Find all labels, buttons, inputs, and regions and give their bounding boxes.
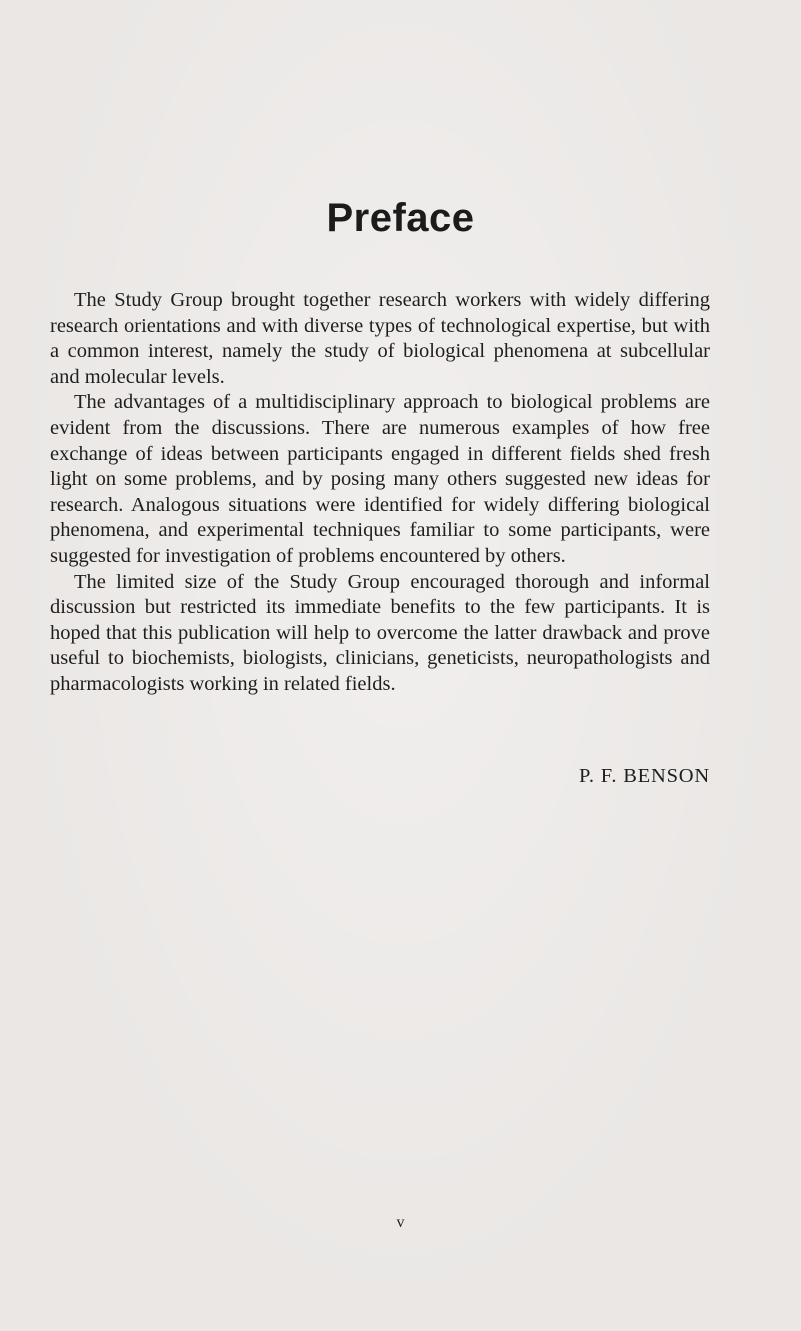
author-signature: P. F. BENSON xyxy=(579,765,710,787)
preface-body xyxy=(50,288,710,698)
paragraph: The Study Group brought together research workers with widely differing research orientations and with diverse types of technological expertise, but with a common interest, namely the study of biological phenomena at subcellular and molecular levels. xyxy=(50,289,710,388)
paragraph: The limited size of the Study Group encouraged thorough and informal discussion but restricted its immediate benefits to the few participants. It is hoped that this publication will help to overcome the latter drawback and prove useful to biochemists, biologists, clinicians, geneticists, neuropathologists and pharmacologists working in related fields. xyxy=(50,570,710,695)
page-number: v xyxy=(396,1214,405,1231)
page-title: Preface xyxy=(326,196,475,240)
paragraph: The advantages of a multidisciplinary approach to biological problems are evident from the discussions. There are numerous examples of how free exchange of ideas between participants engaged in different fields shed fresh light on some problems, and by posing many others suggested new ideas for research. Analogous situations were identified for widely differing biological phenomena, and experimental techniques familiar to some participants, were suggested for investigation of problems encountered by others. xyxy=(50,391,710,567)
